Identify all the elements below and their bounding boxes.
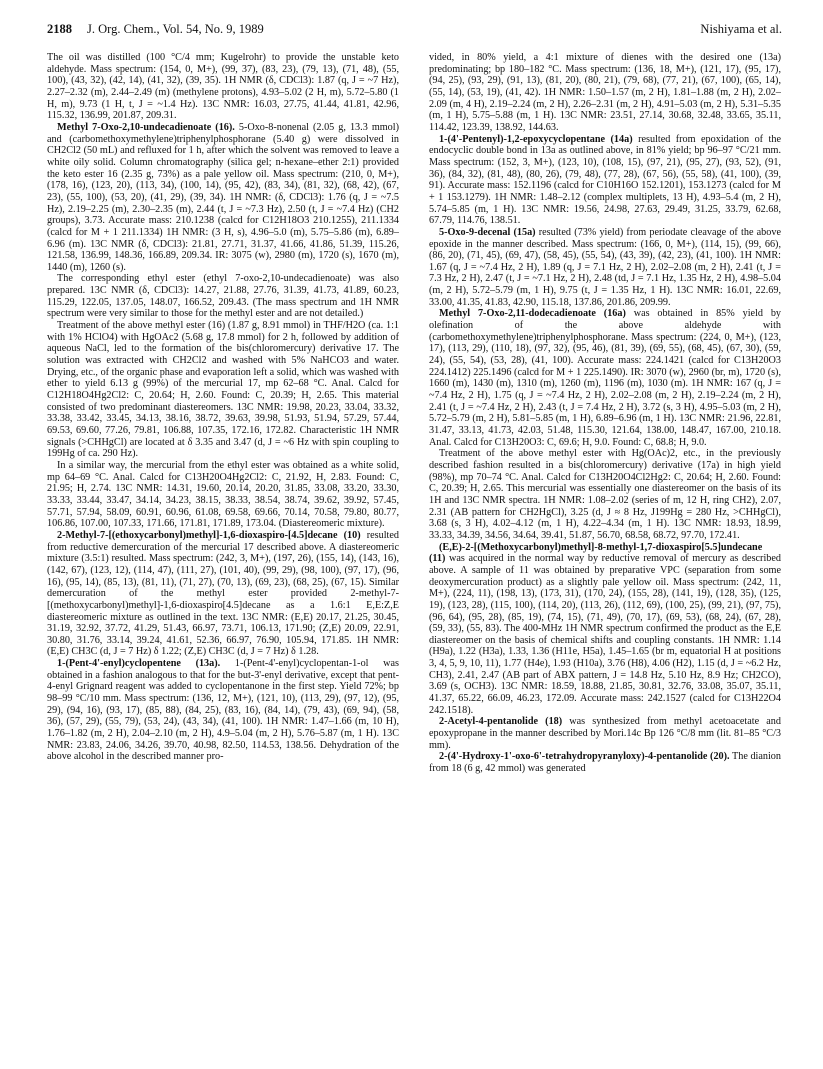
left-column [47, 52, 399, 1052]
paragraph [47, 530, 399, 658]
paragraph-text: resulted (73% yield) from periodate cleavage of the above epoxide in the manner described. Mass spectrum: (166, 0, M+), (114, 15), (99, 66), (86, 20), (71, 45), (69, 47), (58, 45), (55, 54), (43, 39), (42, 23), (41, 100). 1H NMR: 1.67 (q, J = ~7.4 Hz, 2 H), 1.89 (q, J = 7.1 Hz, 2 H), 2.02–2.08 (m, 2 H), 2.41 (t, J = 7.3 Hz, 2 H), 2.47 (t, J = ~7.1 Hz, 2 H), 2.48 (td, J = 7.1 Hz, 1.35 Hz, 2 H), 4.98–5.04 (m, 2 H), 5.72–5.79 (m, 1 H), 9.75 (t, J = 1.35 Hz, 1 H). 13C NMR: 16.01, 22.69, 33.00, 41.35, 41.83, 42.90, 115.18, 137.86, 201.86, 209.99. [429, 226, 781, 308]
page-number: 2188 [47, 22, 72, 36]
paragraph-text: was synthesized from methyl acetoacetate and epoxypropane in the manner described by Mori.14c Bp 126 °C/8 mm (lit. 81–85 °C/3 mm). [429, 716, 781, 751]
compound-heading: 2-Acetyl-4-pentanolide (18) [439, 716, 563, 728]
paragraph-text: resulted from epoxidation of the endocyclic double bond in 13a as outlined above, in 81% yield; bp 96–97 °C/21 mm. Mass spectrum: (152, 3, M+), (123, 10), (108, 15), (97, 21), (95, 27), (93, 52), (91, 36), (84, 32), (81, 48), (80, 26), (79, 48), (77, 28), (67, 56), (55, 58), (41, 100), (39, 91). Accurate mass: 152.1196 (calcd for C10H16O 152.1201), 153.1273 (calcd for M + 1 153.1279). 1H NMR: 1.48–2.12 (complex multiplets, 13 H), 4.93–5.4 (m, 2 H), 5.74–5.85 (m, 1 H). 13C NMR: 19.56, 24.98, 27.63, 29.49, 31.25, 33.79, 62.68, 67.79, 114.76, 138.51. [429, 133, 781, 227]
paragraph-text: In a similar way, the mercurial from the ethyl ester was obtained as a white solid, mp 64–69 °C. Anal. Calcd for C13H20O4Hg2Cl2: C, 21.92, H, 2.83. Found: C, 21.95; H, 2.74. 13C NMR: 14.31, 19.60, 20.14, 20.20, 31.85, 33.08, 33.20, 33.30, 33.33, 33.44, 33.47, 34.14, 34.23, 38.15, 38.33, 38.54, 38.74, 39.62, 39.92, 57.45, 57.71, 57.94, 58.09, 60.91, 60.96, 61.08, 69.58, 69.66, 70.14, 70.58, 79.80, 80.77, 106.86, 107.00, 107.33, 171.66, 171.81, 171.89, 173.04. (Diastereomeric mixture). [47, 459, 399, 530]
paragraph [47, 122, 399, 274]
paragraph-text: The oil was distilled (100 °C/4 mm; Kugelrohr) to provide the unstable keto aldehyde. Mass spectrum: (154, 0, M+), (99, 37), (83, 23), (79, 13), (71, 48), (55, 100), (43, 32), (42, 14), (41, 32), (39, 35). 1H NMR (δ, CDCl3): 1.87 (q, J = ~7 Hz), 2.27–2.32 (m), 2.44–2.49 (m) (methylene protons), 4.93–5.02 (2 H, m), 5.72–5.80 (1 H, m), 9.73 (1 H, t, J = ~1.4 Hz). 13C NMR: 16.03, 27.75, 41.44, 41.81, 42.96, 115.32, 136.99, 201.87, 209.31. [47, 52, 399, 122]
paragraph-text: The corresponding ethyl ester (ethyl 7-oxo-2,10-undecadienoate) was also prepared. 13C NMR (δ, CDCl3): 14.27, 21.88, 27.76, 31.39, 41.73, 41.89, 60.23, 115.29, 122.05, 137.05, 148.07, 166.52, 209.43. (The mass spectrum and 1H NMR spectrum were very similar to those for the methyl ester and are not detailed.) [47, 273, 399, 320]
paragraph-text: 1-(Pent-4'-enyl)cyclopentan-1-ol was obtained in a fashion analogous to that for the but-3'-enyl derivative, except that pent-4-enyl Grignard reagent was added to cyclopentanone in the first step. Yield 72%; bp 98–99 °C/10 mm. Mass spectrum: (136, 12, M+), (121, 10), (113, 29), (97, 12), (95, 29), (94, 16), (93, 17), (85, 88), (84, 25), (83, 16), (84, 14), (79, 43), (69, 94), (58, 36), (57, 29), (55, 79), (53, 24), (43, 34), (41, 100). 1H NMR: 1.47–1.66 (m, 10 H), 1.76–1.82 (m, 2 H), 2.04–2.10 (m, 2 H), 4.9–5.04 (m, 2 H), 5.76–5.87 (m, 1 H). 13C NMR: 23.83, 24.06, 34.26, 39.70, 40.98, 82.50, 114.53, 138.56. Dehydration of the above alcohol in the described manner pro- [47, 658, 399, 763]
paragraph-text: was obtained in 85% yield by olefination of the above aldehyde with (carbomethoxymethylene)triphenylphosphorane. Mass spectrum: (224, 0, M+), (123, 17), (113, 29), (110, 18), (97, 32), (95, 46), (81, 39), (69, 55), (68, 45), (67, 30), (59, 24), (55, 54), (53, 28), (41, 100). Accurate mass: 224.1421 (calcd for C13H20O3 224.1412) 225.1496 (calcd for M + 1 225.1490). IR: 3070 (w), 2960 (br, m), 1720 (s), 1660 (m), 1430 (m), 1310 (m), 1260 (m), 1196 (m), 1030 (m). 1H NMR: 167 (q, J = ~7.4 Hz, 2 H), 1.75 (q, J = ~7.4 Hz, 2 H), 2.02–2.08 (m, 2 H), 2.19–2.24 (m, 2 H), 2.41 (t, J = ~7.4 Hz, 2 H), 2.43 (t, J = 7.4 Hz, 2 H), 3.72 (s, 3 H), 4.95–5.03 (m, 2 H), 5.72–5.79 (m, 2 H), 5.81–5.85 (m, 1 H), 6.89–6.96 (m, 1 H). 13C NMR: 21.96, 22.81, 31.47, 33.13, 41.73, 42.03, 51.48, 115.30, 121.64, 138.00, 148.47, 167.00, 210.18. Anal. Calcd for C13H20O3: C, 69.6; H, 9.0. Found: C, 68.8; H, 9.0. [429, 308, 781, 448]
paragraph [47, 320, 399, 460]
compound-heading: Methyl 7-Oxo-2,11-dodecadienoate (16a) [439, 308, 626, 320]
compound-heading: 5-Oxo-9-decenal (15a) [439, 226, 536, 238]
paragraph-text: 5-Oxo-8-nonenal (2.05 g, 13.3 mmol) and (carbomethoxymethylene)triphenylphosphorane (5.40 g) were dissolved in CH2Cl2 (50 mL) and refluxed for 1 h, after which the solvent was removed to leave a white oily solid. Column chromatography (silica gel; n-hexane–ether 2:1) provided the keto ester 16 (2.35 g, 73%) as a pale yellow oil. Mass spectrum: (210, 0, M+), (178, 16), (123, 20), (113, 34), (100, 14), (95, 42), (83, 34), (81, 32), (68, 42), (67, 23), (55, 100), (53, 20), (41, 29), (39, 34). 1H NMR: (δ, CDCl3): 1.76 (q, J = ~7.5 Hz), 2.19–2.25 (m), 2.30–2.35 (m), 2.44 (t, J = ~7.3 Hz), 2.50 (t, J = ~7.4 Hz) (CH2 groups), 3.73. Accurate mass: 210.1238 (calcd for C12H18O3 210.1255), 211.1334 (calcd for M + 1 211.1334) 1H NMR: (3 H, s), 4.96–5.0 (m), 5.75–5.86 (m), 6.89–6.96 (m). 13C NMR (δ, CDCl3): 21.81, 27.71, 31.37, 41.66, 41.86, 51.39, 115.26, 121.58, 136.99, 148.36, 166.89, 209.34. IR: 3075 (w), 2980 (m), 1720 (s), 1670 (m), 1440 (m), 1260 (s). [47, 121, 399, 273]
paragraph-text: The dianion from 18 (6 g, 42 mmol) was generated [429, 751, 781, 775]
paragraph-text: Treatment of the above methyl ester (16) (1.87 g, 8.91 mmol) in THF/H2O (ca. 1:1 with 1% HClO4) with HgOAc2 (5.68 g, 17.8 mmol) for 2 h, followed by addition of aqueous NaCl, led to the formation of the bis(chloromercury) derivative 17. The solution was extracted with CH2Cl2 and washed with 5% NaHCO3 and water. Drying, etc., of the organic phase and evaporation left a solid, which was washed with ether to yield 6.13 g (99%) of the mercurial 17, mp 62–68 °C. Anal. Calcd for C12H18O4Hg2Cl2: C, 20.64; H, 2.60. Found: C, 20.39; H, 2.65. This material consisted of two predominant diastereomers. 13C NMR: 19.98, 20.23, 33.04, 33.32, 33.38, 33.42, 33.45, 34.13, 38.16, 38.72, 39.63, 39.98, 51.93, 51.94, 57.29, 57.44, 69.53, 69.60, 77.26, 79.81, 106.88, 107.35, 172.16, 172.82. Characteristic 1H NMR signals (>CHHgCl) are located at δ 3.35 and 3.47 (d, J = ~6 Hz with spin coupling to 199Hg of ca. 290 Hz). [47, 320, 399, 460]
paragraph [47, 460, 399, 530]
paragraph [47, 52, 399, 122]
compound-heading: Methyl 7-Oxo-2,10-undecadienoate (16). [57, 121, 235, 133]
paragraph-text: Treatment of the above methyl ester with Hg(OAc)2, etc., in the previously described fashion resulted in a bis(chloromercury) derivative (17a) in high yield (98%), mp 70–74 °C. Anal. Calcd for C13H20O4Cl2Hg2: C, 20.64; H, 2.60. Found: C, 20.39; H, 2.65. This mercurial was essentially one diastereomer on the basis of its 1H and 13C NMR spectra. 1H NMR: 1.08–2.02 (series of m, 12 H, ring CH2), 2.07, 2.31 (AB pattern for CH2HgCl), 3.25 (d, J ≈ 8 Hz, J199Hg = 280 Hz, >CHHgCl), 3.68 (s, 3 H), 4.02–4.12 (m, 1 H), 4.22–4.34 (m, 1 H). 13C NMR: 18.93, 18.99, 33.33, 34.39, 34.56, 34.64, 39.41, 51.87, 56.70, 68.58, 68.72, 97.70, 172.41. [429, 448, 781, 541]
running-authors: Nishiyama et al. [700, 22, 782, 36]
paragraph [47, 273, 399, 320]
paragraph [47, 658, 399, 763]
paragraph [429, 716, 781, 751]
compound-heading: 1-(Pent-4'-enyl)cyclopentene (13a). [57, 658, 221, 670]
paragraph [429, 308, 781, 448]
compound-heading: (E,E)-2-[(Methoxycarbonyl)methyl]-8-methyl-1,7-dioxaspiro[5.5]undecane (11) [429, 541, 763, 565]
paragraph-text: was acquired in the normal way by reductive removal of mercury as described above. A sample of 11 was obtained by preparative VPC (separation from some deoxymercuration product) as a slightly pale yellow oil. Mass spectrum: (242, 11, M+), (224, 11), (198, 13), (173, 31), (170, 24), (155, 28), (141, 19), (128, 35), (125, 19), (123, 28), (115, 100), (114, 20), (113, 26), (112, 69), (100, 25), (99, 21), (97, 75), (96, 64), (95, 28), (85, 19), (74, 15), (71, 49), (70, 17), (69, 53), (68, 24), (67, 28), (59, 33), (55, 83). The 400-MHz 1H NMR spectrum confirmed the product as the E,E diastereomer on the basis of chemical shifts and coupling constants. 1H NMR: 1.14 (H9a), 1.22 (H3a), 1.33, 1.36 (H11e, H5a), 1.45–1.65 (br m, equatorial H at positions 3, 4, 5, 9, 10, 11), 1.77 (H4e), 1.93 (H10a), 3.76 (H8), 4.06 (H2), 1.15 (d, J = ~6.2 Hz, CH3), 2.41, 2.47 (AB part of ABX pattern, J = 14.8 Hz, 5.10 Hz, 8.9 Hz; CH2CO), 3.69 (s, OCH3). 13C NMR: 18.59, 18.88, 21.85, 30.81, 32.76, 33.08, 35.07, 35.11, 41.37, 65.22, 66.09, 46.23, 172.09. Accurate mass: 242.1527 (calcd for C13H22O4 242.1518). [429, 553, 781, 716]
journal-citation: J. Org. Chem., Vol. 54, No. 9, 1989 [87, 22, 264, 36]
paragraph [429, 542, 781, 717]
compound-heading: 2-Methyl-7-[(ethoxycarbonyl)methyl]-1,6-dioxaspiro-[4.5]decane (10) [57, 529, 361, 541]
paragraph [429, 448, 781, 541]
compound-heading: 1-(4'-Pentenyl)-1,2-epoxycyclopentane (14a) [439, 133, 633, 145]
page-header [47, 22, 782, 40]
paragraph [429, 134, 781, 227]
compound-heading: 2-(4'-Hydroxy-1'-oxo-6'-tetrahydropyranyloxy)-4-pentanolide (20). [439, 751, 730, 763]
paragraph [429, 227, 781, 309]
right-column [429, 52, 781, 1052]
paragraph [429, 52, 781, 134]
paragraph-text: vided, in 80% yield, a 4:1 mixture of dienes with the desired one (13a) predominating; bp 180–182 °C. Mass spectrum: (136, 18, M+), (121, 17), (95, 17), (94, 25), (93, 29), (91, 13), (81, 20), (80, 21), (79, 68), (77, 21), (67, 100), (65, 14), (55, 14), (53, 19), (41, 42). 1H NMR: 1.50–1.57 (m, 2 H), 1.81–1.88 (m, 2 H), 2.02–2.09 (m, 4 H), 2.19–2.24 (m, 2 H), 2.26–2.31 (m, 2 H), 4.91–5.03 (m, 2 H), 5.31–5.35 (m, 1 H), 5.75–5.88 (m, 1 H). 13C NMR: 23.51, 27.14, 30.68, 32.48, 33.65, 35.11, 114.42, 123.39, 138.92, 144.63. [429, 52, 781, 133]
paragraph [429, 751, 781, 774]
paragraph-text: resulted from reductive demercuration of the mercurial 17 described above. A diastereomeric mixture (3.5:1) resulted. Mass spectrum: (242, 3, M+), (197, 26), (155, 14), (143, 16), (142, 67), (123, 12), (114, 47), (111, 27), (101, 40), (99, 29), (98, 100), (97, 17), (96, 16), (95, 14), (85, 13), (81, 11), (71, 27), (70, 13), (69, 23), (68, 25), (67, 15). Similar demercuration of the methyl ester provided 2-methyl-7-[(methoxycarbonyl)methyl]-1,6-dioxaspiro[4.5]decane as a 1.6:1 E,E:Z,E diastereomeric mixture as outlined in the text. 13C NMR: (E,E) 20.17, 21.25, 30.45, 31.19, 32.92, 37.72, 41.29, 51.43, 66.97, 73.71, 106.13, 171.90; (Z,E) 20.09, 22.91, 30.80, 31.76, 33.14, 39.24, 41.61, 52.36, 66.97, 76.90, 105.94, 171.85. 1H NMR: (E,E) CH3C (d, J = 7 Hz) δ 1.22; (Z,E) CH3C (d, J = 7 Hz) δ 1.28. [47, 529, 399, 658]
